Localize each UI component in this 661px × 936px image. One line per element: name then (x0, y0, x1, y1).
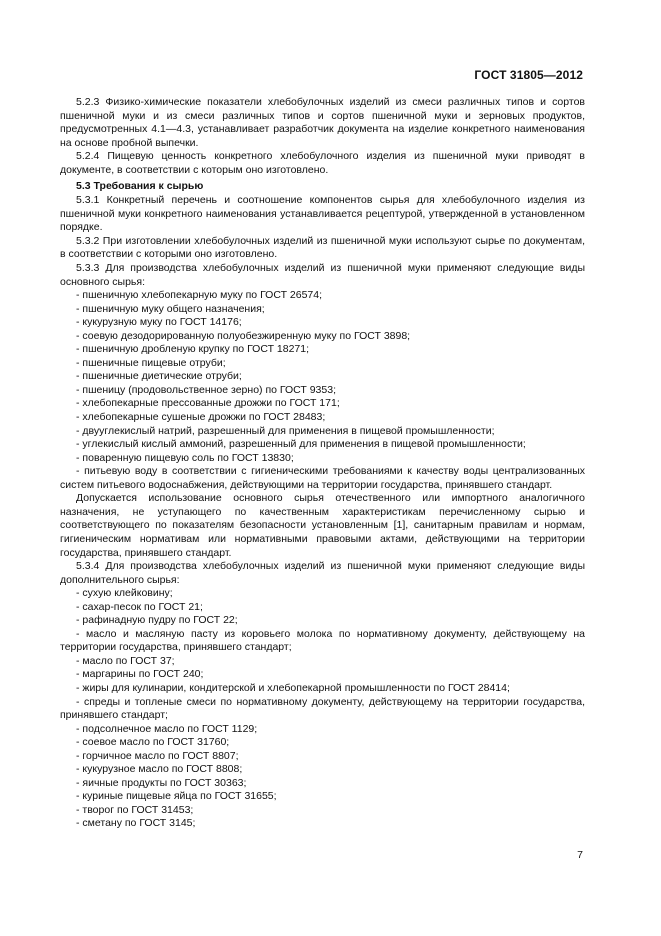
list-item: - кукурузное масло по ГОСТ 8808; (76, 763, 243, 776)
paragraph-5-3-4: 5.3.4 Для производства хлебобулочных изделий из пшеничной муки применяют следующие виды дополнительного сырья: (60, 560, 585, 586)
paragraph-5-2-4: 5.2.4 Пищевую ценность конкретного хлебобулочного изделия из пшеничной муки приводят в документе, в соответствии с которым оно изготовлено. (60, 150, 585, 176)
paragraph-5-3-1: 5.3.1 Конкретный перечень и соотношение компонентов сырья для хлебобулочного изделия из пшеничной муки конкретного наименования устанавливается рецептурой, утвержденной в установленном порядке. (60, 194, 585, 234)
list-item: - хлебопекарные прессованные дрожжи по ГОСТ 171; (76, 397, 340, 410)
document-body (60, 96, 585, 831)
list-item: - пшеницу (продовольственное зерно) по ГОСТ 9353; (76, 383, 336, 396)
list-item: - творог по ГОСТ 31453; (76, 803, 194, 816)
paragraph-5-2-3: 5.2.3 Физико-химические показатели хлебобулочных изделий из смеси различных типов и сортов пшеничной муки и из смеси различных типов и сортов пшеничной муки и зерновых продуктов, предусмотренных 4.1—4.3, устанавливает разработчик документа на изделие конкретного наименования на основе пробной выпечки. (60, 96, 585, 149)
list-item: - спреды и топленые смеси по нормативному документу, действующему на территории государства, принявшего стандарт; (60, 695, 585, 722)
list-item: - масло и масляную пасту из коровьего молока по нормативному документу, действующему на территории государства, принявшего стандарт; (60, 627, 585, 654)
list-item: - пшеничные пищевые отруби; (76, 356, 226, 369)
document-header: ГОСТ 31805—2012 (474, 68, 583, 82)
list-item: - углекислый кислый аммоний, разрешенный для применения в пищевой промышленности; (76, 438, 526, 451)
list-item: - яичные продукты по ГОСТ 30363; (76, 776, 247, 789)
list-item: - пшеничную хлебопекарную муку по ГОСТ 26574; (76, 289, 323, 302)
paragraph-5-3-3: 5.3.3 Для производства хлебобулочных изделий из пшеничной муки применяют следующие виды основного сырья: (60, 262, 585, 288)
list-item: - соевую дезодорированную полуобезжиренную муку по ГОСТ 3898; (76, 329, 411, 342)
list-item: - жиры для кулинарии, кондитерской и хлебопекарной промышленности по ГОСТ 28414; (76, 681, 510, 694)
list-item: - сахар-песок по ГОСТ 21; (76, 600, 203, 613)
list-item: - питьевую воду в соответствии с гигиеническими требованиями к качеству воды централизованных систем питьевого водоснабжения, действующими на территории государства, принявшего стандарт. (60, 465, 585, 491)
list-item: - пшеничные диетические отруби; (76, 370, 242, 383)
basic-raw-materials-list (60, 289, 585, 492)
list-item: - поваренную пищевую соль по ГОСТ 13830; (76, 451, 294, 464)
list-item: - рафинадную пудру по ГОСТ 22; (76, 614, 238, 627)
list-item: - сметану по ГОСТ 3145; (76, 817, 196, 830)
list-item: - пшеничную муку общего назначения; (76, 302, 265, 315)
list-item: - соевое масло по ГОСТ 31760; (76, 736, 230, 749)
paragraph-5-3-2: 5.3.2 При изготовлении хлебобулочных изделий из пшеничной муки используют сырье по документам, в соответствии с которыми оно изготовлено. (60, 234, 585, 261)
page-number: 7 (577, 849, 583, 861)
list-item: - сухую клейковину; (76, 587, 173, 600)
paragraph-allowed-substitutes: Допускается использование основного сырья отечественного или импортного аналогичного назначения, не уступающего по качественным характеристикам перечисленному сырью и соответствующего по показателям безопасности установленным [1], санитарным правилам и нормам, гигиеническим нормативам или нормативными правовыми актами, действующими на территории государства, принявшего стандарт. (60, 492, 585, 559)
list-item: - пшеничную дробленую крупку по ГОСТ 18271; (76, 343, 310, 356)
list-item: - двууглекислый натрий, разрешенный для применения в пищевой промышленности; (76, 424, 495, 437)
list-item: - хлебопекарные сушеные дрожжи по ГОСТ 28483; (76, 411, 326, 424)
list-item: - куриные пищевые яйца по ГОСТ 31655; (76, 790, 277, 803)
section-heading-5-3: 5.3 Требования к сырью (76, 180, 204, 193)
list-item: - подсолнечное масло по ГОСТ 1129; (76, 722, 258, 735)
list-item: - маргарины по ГОСТ 240; (76, 668, 204, 681)
list-item: - кукурузную муку по ГОСТ 14176; (76, 316, 242, 329)
list-item: - масло по ГОСТ 37; (76, 654, 175, 667)
list-item: - горчичное масло по ГОСТ 8807; (76, 749, 239, 762)
additional-raw-materials-list (60, 587, 585, 831)
